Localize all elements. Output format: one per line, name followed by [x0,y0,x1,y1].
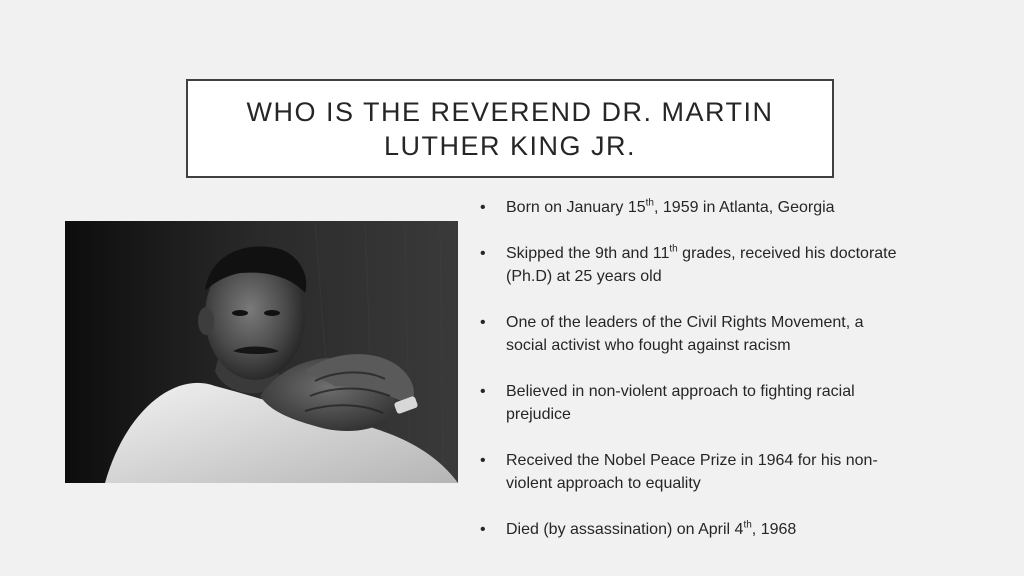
bullet-text-cont: , 1968 [751,521,797,538]
bullet-text-cont: grades, received his doctorate (Ph.D) at 25 years old [506,245,897,285]
bullet-text-cont: , 1959 in Atlanta, Georgia [654,199,835,216]
bullet-superscript: th [669,243,678,255]
bullet-dot: • [480,452,486,469]
title-line-1: WHO IS THE REVEREND DR. MARTIN [246,96,774,127]
bullet-superscript: th [645,197,654,209]
bullet-dot: • [480,314,486,331]
bullet-dot: • [480,521,486,538]
portrait-photo [65,221,458,483]
bullet-item [478,380,908,426]
bullet-dot: • [480,245,486,262]
bullet-text: One of the leaders of the Civil Rights Movement, a social activist who fought against racism [506,314,864,354]
bullet-text: Believed in non-violent approach to fighting racial prejudice [506,383,855,423]
bullet-text: Born on January 15 [506,199,646,216]
bullet-dot: • [480,199,486,216]
bullet-item [478,196,908,219]
bullet-item [478,242,908,288]
bullet-dot: • [480,383,486,400]
bullet-text: Skipped the 9th and 11 [506,245,670,262]
bullet-text: Died (by assassination) on April 4 [506,521,744,538]
title-box [186,79,834,178]
bullet-superscript: th [743,519,752,531]
portrait-illustration [65,221,458,483]
bullet-item [478,311,908,357]
bullet-text: Received the Nobel Peace Prize in 1964 for his non-violent approach to equality [506,452,878,492]
bullet-item [478,518,908,541]
bullet-item [478,449,908,495]
bullet-list [478,196,908,564]
title-line-2: LUTHER KING JR. [383,130,637,161]
